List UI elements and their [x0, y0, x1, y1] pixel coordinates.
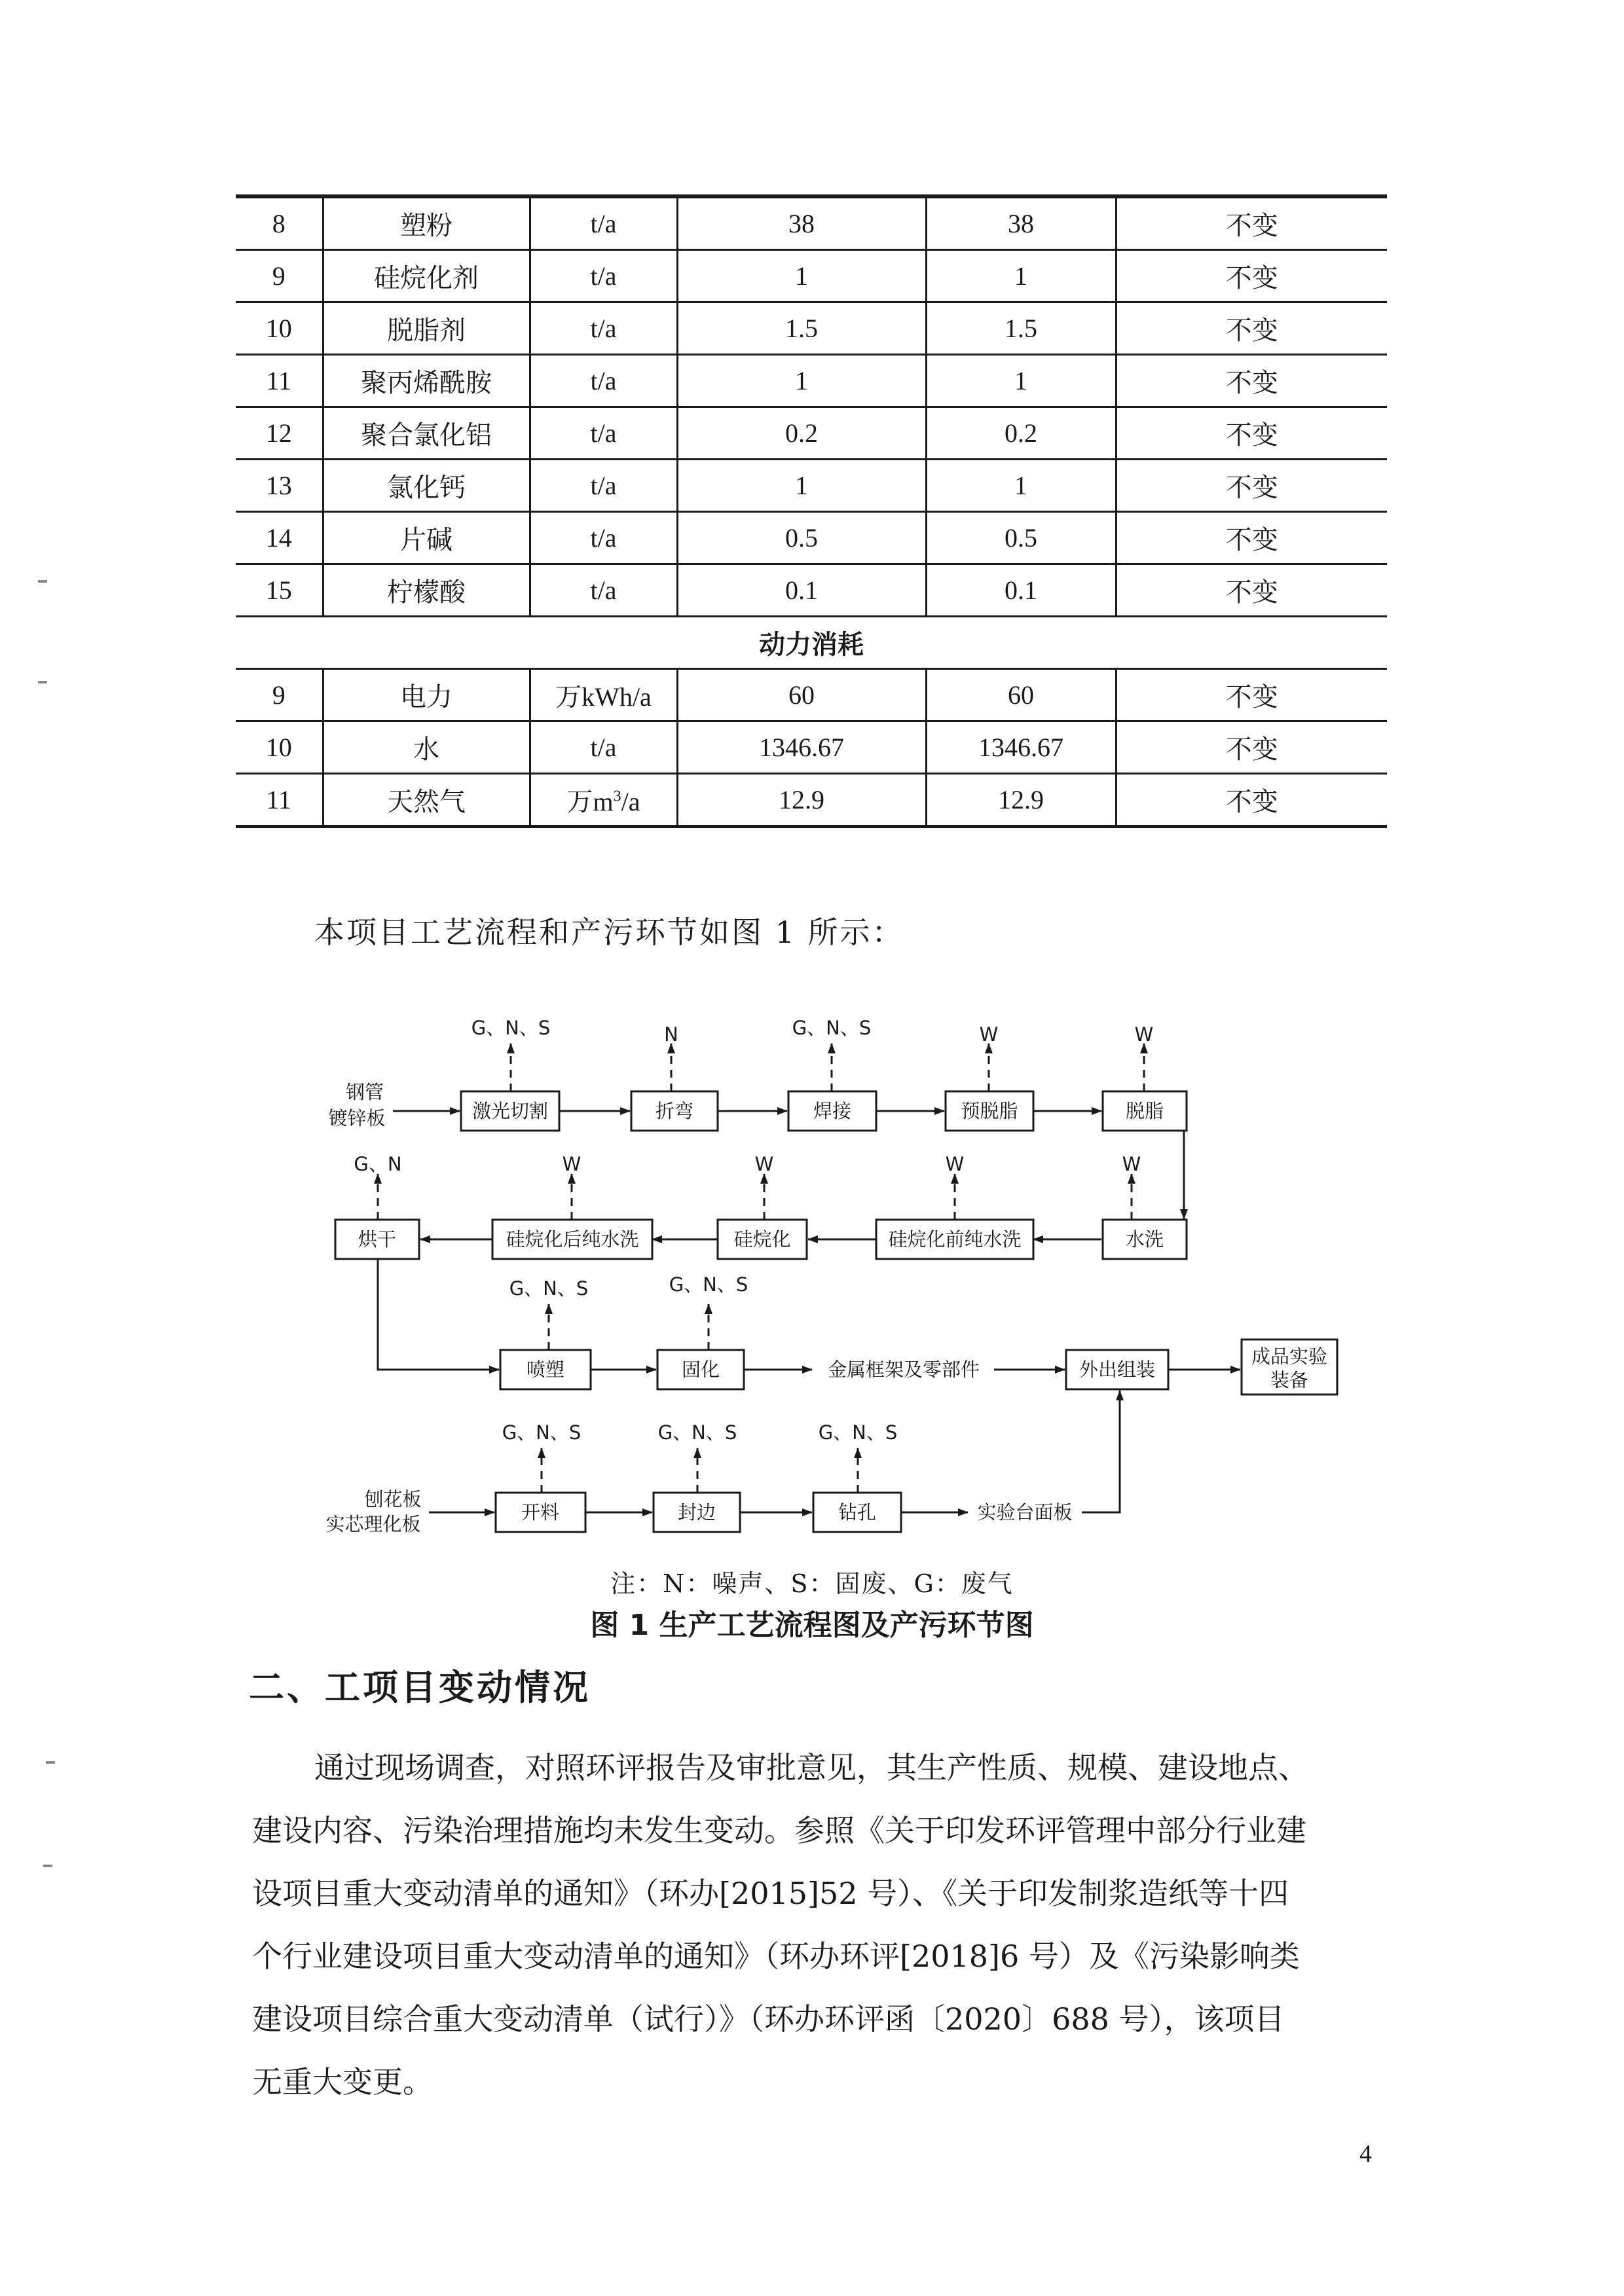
amount-before: 0.5 [677, 512, 926, 564]
process-label: 钻孔 [838, 1501, 877, 1523]
row-number: 8 [236, 196, 323, 250]
amount-after: 0.1 [926, 564, 1116, 617]
change-status: 不变 [1116, 669, 1387, 721]
amount-after: 1 [926, 250, 1116, 302]
amount-before: 38 [677, 196, 926, 250]
pollutant-label: W [562, 1153, 581, 1175]
section-heading: 二、工项目变动情况 [249, 1667, 591, 1708]
product-label: 装备 [1270, 1369, 1309, 1391]
pollutant-label: G、N、S [471, 1017, 551, 1039]
row-number: 14 [236, 512, 323, 564]
unit-prefix: 万m [566, 787, 614, 816]
process-label: 折弯 [655, 1100, 694, 1122]
unit: t/a [530, 250, 677, 302]
amount-before: 0.2 [677, 407, 926, 460]
amount-after: 0.2 [926, 407, 1116, 460]
amount-after: 60 [926, 669, 1116, 721]
process-label: 硅烷化 [733, 1228, 791, 1250]
flow-arrow [1082, 1391, 1120, 1512]
material-name: 电力 [323, 669, 530, 721]
lab-panel-label: 实验台面板 [977, 1501, 1073, 1523]
process-label: 喷塑 [526, 1358, 565, 1381]
change-status: 不变 [1116, 721, 1387, 774]
pollutant-label: W [1122, 1153, 1141, 1175]
pollutant-label: W [945, 1153, 965, 1175]
change-status: 不变 [1116, 196, 1387, 250]
scan-artifact [38, 580, 47, 583]
pollutant-label: G、N [354, 1153, 402, 1175]
amount-before: 1 [677, 460, 926, 512]
pollutant-label: W [754, 1153, 774, 1175]
change-status: 不变 [1116, 774, 1387, 827]
amount-before: 1 [677, 355, 926, 407]
unit-superscript: 3 [613, 788, 621, 805]
product-label: 成品实验 [1251, 1345, 1328, 1368]
input-label: 镀锌板 [328, 1107, 386, 1129]
metal-parts-label: 金属框架及零部件 [827, 1358, 980, 1381]
row-number: 11 [236, 355, 323, 407]
figure-note: 注：N：噪声、S：固废、G：废气 [610, 1569, 1014, 1598]
amount-after: 38 [926, 196, 1116, 250]
input-label: 实芯理化板 [325, 1513, 421, 1535]
unit-suffix: /a [621, 787, 640, 816]
amount-after: 0.5 [926, 512, 1116, 564]
material-name: 水 [323, 721, 530, 774]
material-name: 氯化钙 [323, 460, 530, 512]
unit: t/a [530, 407, 677, 460]
process-label: 固化 [681, 1358, 720, 1381]
body-text-line: 无重大变更。 [252, 2064, 433, 2100]
row-number: 13 [236, 460, 323, 512]
change-status: 不变 [1116, 460, 1387, 512]
unit: t/a [530, 196, 677, 250]
scan-artifact [38, 681, 47, 683]
pollutant-label: G、N、S [509, 1277, 589, 1300]
pollutant-label: G、N、S [669, 1273, 748, 1296]
material-name: 柠檬酸 [323, 564, 530, 617]
process-label: 硅烷化前纯水洗 [888, 1228, 1022, 1250]
intro-text: 本项目工艺流程和产污环节如图 1 所示： [314, 915, 904, 950]
change-status: 不变 [1116, 250, 1387, 302]
pollutant-label: G、N、S [792, 1017, 872, 1039]
process-label: 激光切割 [471, 1100, 549, 1122]
unit: t/a [530, 564, 677, 617]
body-text-line: 建设项目综合重大变动清单（试行）》（环办环评函〔2020〕688 号），该项目 [252, 2001, 1285, 2037]
change-status: 不变 [1116, 407, 1387, 460]
material-name: 聚丙烯酰胺 [323, 355, 530, 407]
amount-after: 1.5 [926, 302, 1116, 355]
unit: t/a [530, 460, 677, 512]
process-label: 开料 [521, 1501, 560, 1523]
row-number: 10 [236, 302, 323, 355]
change-status: 不变 [1116, 355, 1387, 407]
input-label: 刨花板 [364, 1488, 422, 1510]
scan-artifact [46, 1761, 55, 1764]
pollutant-label: W [979, 1023, 999, 1046]
change-status: 不变 [1116, 512, 1387, 564]
row-number: 12 [236, 407, 323, 460]
material-name: 天然气 [323, 774, 530, 827]
process-label: 焊接 [813, 1100, 852, 1122]
amount-before: 1.5 [677, 302, 926, 355]
change-status: 不变 [1116, 302, 1387, 355]
process-label: 烘干 [358, 1228, 397, 1250]
pollutant-label: N [664, 1023, 678, 1046]
pollutant-label: W [1134, 1023, 1154, 1046]
body-text-line: 通过现场调查，对照环评报告及审批意见，其生产性质、规模、建设地点、 [314, 1750, 1308, 1785]
process-label: 封边 [677, 1501, 716, 1523]
amount-before: 1346.67 [677, 721, 926, 774]
pollutant-label: G、N、S [818, 1421, 898, 1444]
pollutant-label: G、N、S [502, 1421, 581, 1444]
pollutant-label: G、N、S [657, 1421, 737, 1444]
unit: t/a [530, 512, 677, 564]
row-number: 9 [236, 669, 323, 721]
figure-title: 图 1 生产工艺流程图及产污环节图 [590, 1609, 1034, 1642]
flow-arrow [378, 1259, 499, 1370]
row-number: 9 [236, 250, 323, 302]
row-number: 11 [236, 774, 323, 827]
process-label: 水洗 [1125, 1228, 1164, 1250]
process-label: 硅烷化后纯水洗 [506, 1228, 639, 1250]
unit: t/a [530, 355, 677, 407]
row-number: 10 [236, 721, 323, 774]
unit: t/a [530, 302, 677, 355]
material-name: 硅烷化剂 [323, 250, 530, 302]
amount-before: 60 [677, 669, 926, 721]
assembly-label: 外出组装 [1079, 1358, 1156, 1381]
body-text-line: 个行业建设项目重大变动清单的通知》（环办环评[2018]6 号）及《污染影响类 [252, 1939, 1300, 1974]
change-status: 不变 [1116, 564, 1387, 617]
amount-after: 1 [926, 355, 1116, 407]
amount-before: 12.9 [677, 774, 926, 827]
row-number: 15 [236, 564, 323, 617]
material-name: 聚合氯化铝 [323, 407, 530, 460]
amount-after: 1 [926, 460, 1116, 512]
body-text-line: 设项目重大变动清单的通知》（环办[2015]52 号）、《关于印发制浆造纸等十四 [252, 1876, 1289, 1911]
amount-after: 12.9 [926, 774, 1116, 827]
amount-after: 1346.67 [926, 721, 1116, 774]
body-text-line: 建设内容、污染治理措施均未发生变动。参照《关于印发环评管理中部分行业建 [252, 1813, 1306, 1848]
process-label: 预脱脂 [961, 1100, 1018, 1122]
material-name: 脱脂剂 [323, 302, 530, 355]
amount-before: 1 [677, 250, 926, 302]
input-label: 钢管 [345, 1081, 384, 1103]
material-name: 片碱 [323, 512, 530, 564]
material-name: 塑粉 [323, 196, 530, 250]
unit: t/a [530, 721, 677, 774]
process-label: 脱脂 [1125, 1100, 1164, 1122]
scan-artifact [43, 1865, 52, 1867]
unit: 万kWh/a [530, 669, 677, 721]
page-number: 4 [1359, 2140, 1372, 2168]
section-title: 动力消耗 [236, 617, 1387, 669]
amount-before: 0.1 [677, 564, 926, 617]
